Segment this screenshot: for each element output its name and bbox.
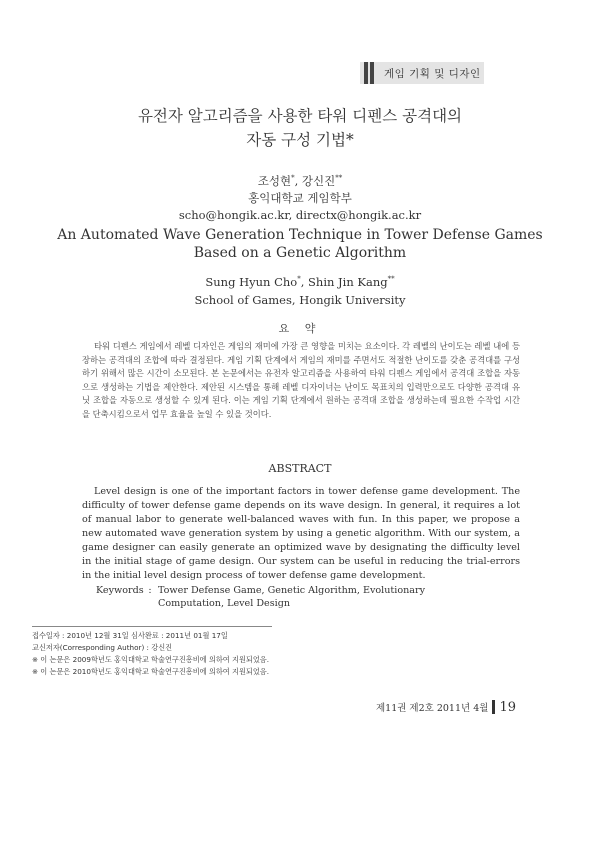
english-title-line1: An Automated Wave Generation Technique in Tower Defense Games [57,227,543,243]
author2-mark-en: ** [387,275,395,283]
footnote-corresponding: 교신저자(Corresponding Author) : 강신진 [32,643,173,652]
author2-mark: ** [335,174,343,182]
korean-affiliation: 홍익대학교 게임학부 [248,190,352,205]
author1-mark: * [291,174,295,182]
section-tag [360,62,484,84]
korean-abstract-heading: 요 약 [278,322,322,335]
footnote-funding-2: ※ 이 논문은 2010학년도 홍익대학교 학술연구진흥비에 의하여 지원되었음. [32,667,270,676]
page-footer [326,699,516,715]
author1-name: 조성현 [257,173,292,188]
page-number-bar [492,700,495,714]
keywords-label: Keywords [96,585,144,596]
footnote-funding-1: ※ 이 논문은 2009학년도 홍익대학교 학술연구진흥비에 의하여 지원되었음. [32,655,270,664]
english-author-names [0,270,600,291]
author2-name: 강신진 [301,173,336,188]
footnote-received: 접수일자 : 2010년 12월 31일 심사완료 : 2011년 01월 17일 [32,631,228,640]
korean-title [0,104,600,152]
keywords [96,584,476,610]
issue-info: 제11권 제2호 2011년 4월 [375,703,489,714]
english-authors [0,270,600,309]
english-abstract-body: Level design is one of the important factors in tower defense game development. The difficulty of tower defense game depends on its wave design. In general, it requires a lot of manual labor to generate well-balanced waves with fun. In this paper, we propose a new automated wave generation system by using a genetic algorithm. With our system, a game designer can easily generate an optimized wave by designating the difficulty level in the initial stage of game design. Our system can be useful in reducing the trial-errors in the initial level design process of tower defense game development. [82,486,520,581]
author1-mark-en: * [297,275,301,283]
section-tag-label: 게임 기획 및 디자인 [384,67,481,80]
korean-title-line2: 자동 구성 기법* [246,131,354,149]
keywords-list: Tower Defense Game, Genetic Algorithm, Evolutionary Computation, Level Design [158,585,426,609]
english-abstract-heading: ABSTRACT [268,462,332,475]
english-title-line2: Based on a Genetic Algorithm [193,245,407,261]
footnotes [32,630,432,678]
author-separator: , [294,173,302,188]
korean-authors [0,170,600,224]
korean-author-names [0,170,600,190]
author1-name-en: Sung Hyun Cho [205,274,298,289]
author2-name-en: Shin Jin Kang [308,274,388,289]
english-title [0,226,600,262]
keywords-separator: : [148,585,152,596]
section-tag-bar [370,62,374,84]
english-affiliation: School of Games, Hongik University [194,292,406,307]
korean-abstract-body: 타워 디펜스 게임에서 레벨 디자인은 게임의 재미에 가장 큰 영향을 미치는 요소이다. 각 레벨의 난이도는 레벨 내에 등장하는 공격대의 조합에 따라 결정된다. 게임 기획 단계에서 게임의 재미를 주면서도 적절한 난이도를 갖춘 공격대를 구성하기 위해서 많은 시간이 소모된다. 본 논문에서는 유전자 알고리즘을 사용하여 타워 디펜스 게임에서 공격대 조합을 자동으로 생성하는 기법을 제안한다. 제안된 시스템을 통해 레벨 디자이너는 난이도 목표치의 입력만으로도 다양한 공격대 유닛 조합을 자동으로 생성할 수 있게 된다. 이는 게임 기획 단계에서 원하는 공격대 조합을 생성하는데 필요한 수작업 시간을 단축시킴으로서 업무 효율을 높일 수 있을 것이다. [82,341,520,419]
footnote-divider [32,626,272,627]
korean-title-line1: 유전자 알고리즘을 사용한 타워 디펜스 공격대의 [137,107,463,125]
author-separator-en: , [300,274,309,289]
page-number: 19 [499,699,516,715]
author-emails: scho@hongik.ac.kr, directx@hongik.ac.kr [178,207,422,222]
section-tag-bar [364,62,368,84]
